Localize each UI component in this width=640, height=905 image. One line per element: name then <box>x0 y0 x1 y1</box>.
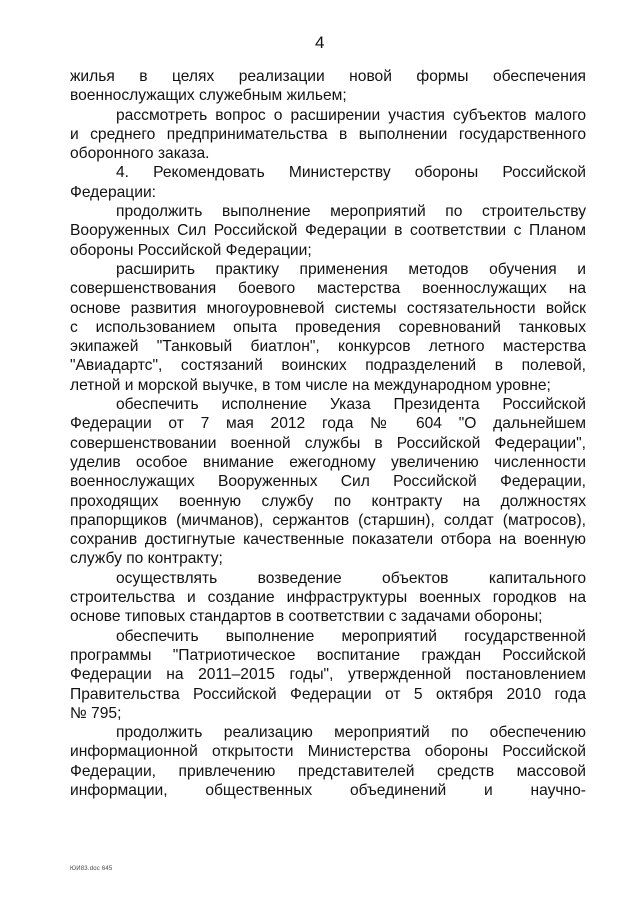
text-line: основе развития многоуровневой системы состязательности войск <box>70 299 586 317</box>
text-line: осуществлять возведение объектов капитального <box>116 569 586 587</box>
text-line: Федерации: <box>70 183 156 201</box>
text-line: оборонного заказа. <box>70 145 210 163</box>
text-line: обороны Российской Федерации; <box>70 241 312 259</box>
text-line: Правительства Российской Федерации от 5 октября 2010 года <box>70 685 586 703</box>
text-line: Федерации от 7 мая 2012 года № 604 "О дальнейшем <box>70 415 586 433</box>
text-line: информации, общественных объединений и научно- <box>70 781 586 799</box>
page-number: 4 <box>315 33 325 52</box>
text-line: 4. Рекомендовать Министерству обороны Российской <box>116 164 586 182</box>
text-line: № 795; <box>70 704 122 722</box>
text-line: "Авиадартс", состязаний воинских подразделений в полевой, <box>70 357 586 375</box>
text-line: жилья в целях реализации новой формы обеспечения <box>70 68 586 85</box>
text-line: с использованием опыта проведения соревнований танковых <box>70 318 586 336</box>
text-line: сохранив достигнутые качественные показатели отбора на военную <box>70 531 586 549</box>
document-code: ЮИ83.doc 645 <box>70 866 113 872</box>
text-line: рассмотреть вопрос о расширении участия субъектов малого <box>116 106 586 124</box>
text-line: совершенствования боевого мастерства военнослужащих на <box>70 280 586 298</box>
text-line: прапорщиков (мичманов), сержантов (старшин), солдат (матросов), <box>70 511 586 529</box>
text-line: Вооруженных Сил Российской Федерации в соответствии с Планом <box>70 222 586 240</box>
body-text <box>70 67 586 800</box>
text-line: основе типовых стандартов в соответствии с задачами обороны; <box>70 608 543 626</box>
text-line: программы "Патриотическое воспитание граждан Российской <box>70 646 586 664</box>
text-line: службу по контракту; <box>70 550 223 568</box>
text-line: военнослужащих служебным жильем; <box>70 87 347 105</box>
text-line: Федерации на 2011–2015 годы", утвержденной постановлением <box>70 666 586 684</box>
text-line: расширить практику применения методов обучения и <box>116 260 586 278</box>
text-line: военнослужащих Вооруженных Сил Российской Федерации, <box>70 473 586 491</box>
text-line: обеспечить выполнение мероприятий государственной <box>116 627 586 645</box>
text-line: проходящих военную службу по контракту на должностях <box>70 492 586 510</box>
text-line: уделив особое внимание ежегодному увеличению численности <box>70 453 586 471</box>
text-line: экипажей "Танковый биатлон", конкурсов летного мастерства <box>70 338 586 356</box>
text-line: обеспечить исполнение Указа Президента Российской <box>116 396 586 414</box>
text-line: продолжить выполнение мероприятий по строительству <box>116 203 586 221</box>
text-line: информационной открытости Министерства обороны Российской <box>70 743 586 761</box>
text-line: и среднего предпринимательства в выполнении государственного <box>70 125 586 143</box>
text-line: Федерации, привлечению представителей средств массовой <box>70 762 586 780</box>
text-line: строительства и создание инфраструктуры военных городков на <box>70 589 586 607</box>
text-line: совершенствовании военной службы в Российской Федерации", <box>70 434 586 452</box>
text-line: продолжить реализацию мероприятий по обеспечению <box>116 724 586 742</box>
text-line: летной и морской выучке, в том числе на международном уровне; <box>70 376 551 394</box>
